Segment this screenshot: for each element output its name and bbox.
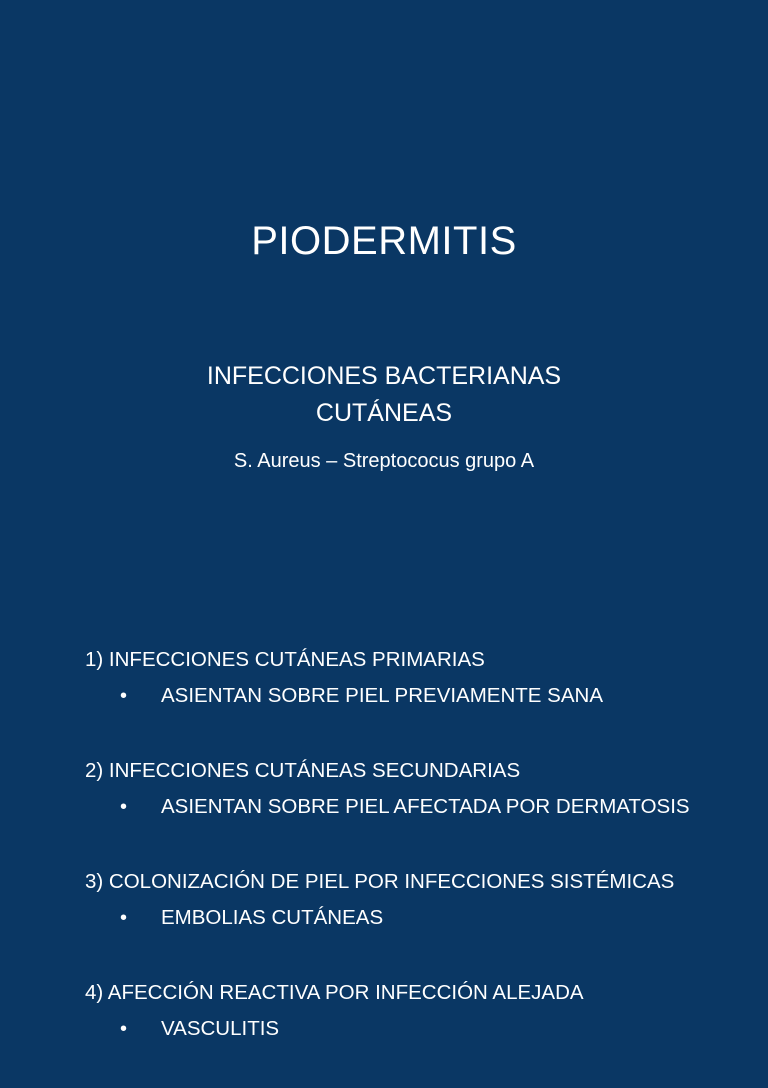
list-item — [0, 644, 768, 755]
bullet-icon: • — [120, 907, 128, 929]
bullet-text: ASIENTAN SOBRE PIEL AFECTADA POR DERMATOSIS — [161, 795, 690, 818]
slide-caption: S. Aureus – Streptococus grupo A — [233, 450, 535, 472]
bullet-item — [0, 1013, 768, 1045]
bullet-item — [0, 902, 768, 934]
bullet-item — [0, 791, 768, 823]
section-heading: 1) INFECCIONES CUTÁNEAS PRIMARIAS — [85, 648, 485, 671]
content-slide — [0, 600, 768, 1040]
section-list — [0, 644, 768, 1088]
slide-subtitle — [0, 358, 768, 432]
section-heading: 3) COLONIZACIÓN DE PIEL POR INFECCIONES SISTÉMICAS — [85, 870, 675, 893]
list-item — [0, 866, 768, 977]
subtitle-line-2: CUTÁNEAS — [315, 399, 453, 427]
bullet-text: ASIENTAN SOBRE PIEL PREVIAMENTE SANA — [161, 684, 604, 707]
section-heading: 2) INFECCIONES CUTÁNEAS SECUNDARIAS — [85, 759, 521, 782]
bullet-icon: • — [120, 685, 128, 707]
bullet-icon: • — [120, 796, 128, 818]
bullet-text: EMBOLIAS CUTÁNEAS — [161, 906, 384, 929]
slide-title: PIODERMITIS — [251, 219, 517, 263]
bullet-item — [0, 680, 768, 712]
list-item — [0, 977, 768, 1088]
section-heading: 4) AFECCIÓN REACTIVA POR INFECCIÓN ALEJADA — [85, 981, 584, 1004]
bullet-text: VASCULITIS — [161, 1017, 280, 1040]
subtitle-line-1: INFECCIONES BACTERIANAS — [206, 362, 562, 390]
list-item — [0, 755, 768, 866]
bullet-icon: • — [120, 1018, 128, 1040]
